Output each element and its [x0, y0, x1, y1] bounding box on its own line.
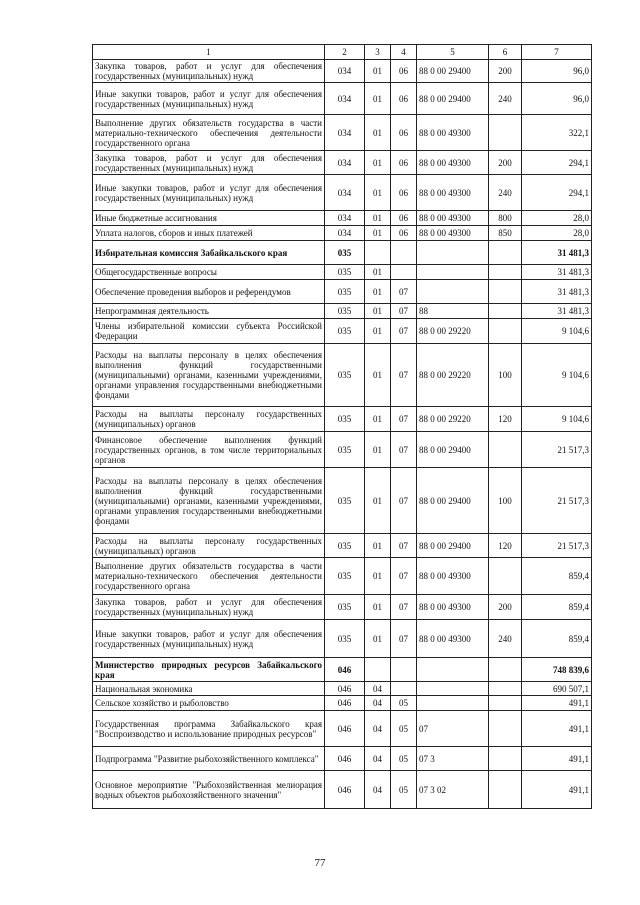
row-target-article	[417, 265, 489, 280]
row-expense-type: 800	[489, 211, 522, 226]
row-amount: 31 481,3	[522, 280, 592, 304]
row-section: 01	[365, 595, 391, 620]
row-target-article: 88	[417, 304, 489, 319]
row-expense-type	[489, 711, 522, 747]
table-row	[93, 468, 592, 534]
row-code: 035	[325, 407, 365, 432]
table-row	[93, 60, 592, 83]
row-section: 01	[365, 620, 391, 658]
row-expense-type: 120	[489, 407, 522, 432]
row-section: 04	[365, 696, 391, 711]
header-cell-1: 1	[93, 45, 325, 60]
row-section: 01	[365, 468, 391, 534]
row-target-article: 07	[417, 711, 489, 747]
row-code: 035	[325, 620, 365, 658]
row-target-article: 88 0 00 49300	[417, 115, 489, 151]
header-cell-2: 2	[325, 45, 365, 60]
row-amount: 21 517,3	[522, 468, 592, 534]
header-row	[93, 45, 592, 60]
row-section: 01	[365, 344, 391, 407]
row-section	[365, 658, 391, 682]
row-code: 046	[325, 711, 365, 747]
table-row	[93, 151, 592, 175]
row-name: Расходы на выплаты персоналу государственных (муниципальных) органов	[93, 407, 325, 432]
row-subsection	[391, 241, 417, 265]
row-name: Государственная программа Забайкальского края "Воспроизводство и использование природных ресурсов"	[93, 711, 325, 747]
row-amount: 859,4	[522, 595, 592, 620]
table-row	[93, 280, 592, 304]
row-subsection: 07	[391, 595, 417, 620]
row-target-article: 88 0 00 49300	[417, 226, 489, 241]
row-subsection	[391, 682, 417, 696]
row-code: 034	[325, 175, 365, 211]
row-code: 046	[325, 747, 365, 771]
row-code: 034	[325, 60, 365, 83]
row-amount: 9 104,6	[522, 407, 592, 432]
row-amount: 322,1	[522, 115, 592, 151]
row-subsection	[391, 658, 417, 682]
row-code: 035	[325, 432, 365, 468]
row-expense-type	[489, 241, 522, 265]
row-subsection: 07	[391, 534, 417, 558]
table-row	[93, 558, 592, 595]
row-amount: 21 517,3	[522, 534, 592, 558]
row-expense-type	[489, 771, 522, 809]
row-section: 04	[365, 711, 391, 747]
row-target-article: 88 0 00 29400	[417, 468, 489, 534]
row-subsection: 07	[391, 407, 417, 432]
row-amount: 294,1	[522, 151, 592, 175]
row-section: 01	[365, 60, 391, 83]
row-target-article: 88 0 00 29400	[417, 83, 489, 115]
row-code: 035	[325, 595, 365, 620]
table-row	[93, 658, 592, 682]
row-target-article	[417, 241, 489, 265]
row-amount: 28,0	[522, 211, 592, 226]
row-expense-type: 120	[489, 534, 522, 558]
budget-table	[92, 44, 592, 809]
row-subsection: 07	[391, 280, 417, 304]
row-code: 035	[325, 534, 365, 558]
row-section: 04	[365, 682, 391, 696]
row-expense-type	[489, 696, 522, 711]
table-row	[93, 211, 592, 226]
row-amount: 9 104,6	[522, 344, 592, 407]
row-code: 034	[325, 83, 365, 115]
row-expense-type: 100	[489, 344, 522, 407]
row-target-article: 88 0 00 29400	[417, 432, 489, 468]
row-name: Иные закупки товаров, работ и услуг для обеспечения государственных (муниципальных) нужд	[93, 83, 325, 115]
row-name: Выполнение других обязательств государства в части материально-технического обеспечения деятельности государственного органа	[93, 558, 325, 595]
row-section: 04	[365, 771, 391, 809]
row-section	[365, 241, 391, 265]
header-cell-6: 6	[489, 45, 522, 60]
row-amount: 491,1	[522, 747, 592, 771]
row-expense-type	[489, 115, 522, 151]
row-target-article	[417, 280, 489, 304]
row-amount: 491,1	[522, 771, 592, 809]
row-subsection: 06	[391, 211, 417, 226]
table-row	[93, 175, 592, 211]
row-name: Выполнение других обязательств государства в части материально-технического обеспечения деятельности государственного органа	[93, 115, 325, 151]
table-row	[93, 534, 592, 558]
row-amount: 96,0	[522, 60, 592, 83]
row-name: Основное мероприятие "Рыбохозяйственная мелиорация водных объектов рыбохозяйственного значения"	[93, 771, 325, 809]
row-target-article: 88 0 00 29220	[417, 344, 489, 407]
row-subsection: 07	[391, 558, 417, 595]
row-section: 01	[365, 83, 391, 115]
row-subsection: 06	[391, 175, 417, 211]
table-row	[93, 265, 592, 280]
row-code: 035	[325, 319, 365, 344]
row-name: Подпрограмма "Развитие рыбохозяйственного комплекса"	[93, 747, 325, 771]
row-expense-type: 200	[489, 60, 522, 83]
row-subsection: 06	[391, 151, 417, 175]
row-name: Сельское хозяйство и рыболовство	[93, 696, 325, 711]
header-cell-4: 4	[391, 45, 417, 60]
row-code: 035	[325, 558, 365, 595]
row-name: Непрограммная деятельность	[93, 304, 325, 319]
table-row	[93, 432, 592, 468]
row-subsection: 05	[391, 771, 417, 809]
row-amount: 96,0	[522, 83, 592, 115]
row-amount: 31 481,3	[522, 265, 592, 280]
row-section: 01	[365, 304, 391, 319]
row-name: Национальная экономика	[93, 682, 325, 696]
row-name: Закупка товаров, работ и услуг для обеспечения государственных (муниципальных) нужд	[93, 151, 325, 175]
row-target-article: 88 0 00 49300	[417, 595, 489, 620]
table-row	[93, 115, 592, 151]
row-target-article: 88 0 00 49300	[417, 620, 489, 658]
row-section: 01	[365, 280, 391, 304]
row-code: 035	[325, 241, 365, 265]
table-row	[93, 407, 592, 432]
row-section: 01	[365, 558, 391, 595]
table-row	[93, 620, 592, 658]
row-section: 01	[365, 211, 391, 226]
row-expense-type: 240	[489, 620, 522, 658]
row-code: 046	[325, 682, 365, 696]
row-subsection: 07	[391, 344, 417, 407]
row-expense-type	[489, 658, 522, 682]
row-target-article: 88 0 00 29400	[417, 534, 489, 558]
table-row	[93, 226, 592, 241]
row-name: Иные закупки товаров, работ и услуг для обеспечения государственных (муниципальных) нужд	[93, 620, 325, 658]
row-subsection	[391, 265, 417, 280]
table-row	[93, 83, 592, 115]
row-code: 034	[325, 115, 365, 151]
row-expense-type	[489, 280, 522, 304]
row-target-article: 88 0 00 29220	[417, 407, 489, 432]
row-expense-type: 100	[489, 468, 522, 534]
table-row	[93, 319, 592, 344]
row-amount: 21 517,3	[522, 432, 592, 468]
row-subsection: 07	[391, 319, 417, 344]
row-name: Расходы на выплаты персоналу государственных (муниципальных) органов	[93, 534, 325, 558]
row-amount: 859,4	[522, 620, 592, 658]
row-name: Обеспечение проведения выборов и референдумов	[93, 280, 325, 304]
row-section: 01	[365, 265, 391, 280]
table-row	[93, 711, 592, 747]
table-row	[93, 747, 592, 771]
table-row	[93, 304, 592, 319]
row-section: 01	[365, 226, 391, 241]
row-code: 035	[325, 304, 365, 319]
row-subsection: 06	[391, 226, 417, 241]
row-target-article: 88 0 00 49300	[417, 211, 489, 226]
row-section: 01	[365, 407, 391, 432]
row-name: Министерство природных ресурсов Забайкальского края	[93, 658, 325, 682]
row-expense-type: 850	[489, 226, 522, 241]
row-target-article: 88 0 00 29400	[417, 60, 489, 83]
row-code: 034	[325, 211, 365, 226]
row-subsection: 05	[391, 747, 417, 771]
row-subsection: 07	[391, 304, 417, 319]
row-expense-type	[489, 265, 522, 280]
row-amount: 28,0	[522, 226, 592, 241]
row-name: Иные закупки товаров, работ и услуг для обеспечения государственных (муниципальных) нужд	[93, 175, 325, 211]
row-code: 035	[325, 280, 365, 304]
row-expense-type: 200	[489, 151, 522, 175]
row-subsection: 06	[391, 60, 417, 83]
row-name: Общегосударственные вопросы	[93, 265, 325, 280]
row-target-article: 88 0 00 49300	[417, 151, 489, 175]
table-row	[93, 682, 592, 696]
row-subsection: 07	[391, 432, 417, 468]
header-cell-3: 3	[365, 45, 391, 60]
row-expense-type	[489, 558, 522, 595]
row-amount: 294,1	[522, 175, 592, 211]
row-expense-type: 240	[489, 83, 522, 115]
table-row	[93, 344, 592, 407]
row-amount: 748 839,6	[522, 658, 592, 682]
row-target-article	[417, 658, 489, 682]
row-subsection: 05	[391, 711, 417, 747]
row-expense-type	[489, 304, 522, 319]
row-target-article: 88 0 00 29220	[417, 319, 489, 344]
row-section: 01	[365, 534, 391, 558]
page-number: 77	[314, 857, 326, 869]
row-code: 035	[325, 468, 365, 534]
row-name: Финансовое обеспечение выполнения функций государственных органов, в том числе территориальных органов	[93, 432, 325, 468]
row-expense-type	[489, 319, 522, 344]
row-name: Избирательная комиссия Забайкальского края	[93, 241, 325, 265]
row-amount: 31 481,3	[522, 241, 592, 265]
row-amount: 31 481,3	[522, 304, 592, 319]
row-section: 04	[365, 747, 391, 771]
row-subsection: 05	[391, 696, 417, 711]
row-target-article: 07 3	[417, 747, 489, 771]
table-row	[93, 696, 592, 711]
row-section: 01	[365, 432, 391, 468]
row-subsection: 06	[391, 83, 417, 115]
row-amount: 690 507,1	[522, 682, 592, 696]
row-name: Расходы на выплаты персоналу в целях обеспечения выполнения функций государственными (муниципальными) органами, казенными учреждениями, органами управления государственными внебюджетными фондами	[93, 468, 325, 534]
row-name: Расходы на выплаты персоналу в целях обеспечения выполнения функций государственными (муниципальными) органами, казенными учреждениями, органами управления государственными внебюджетными фондами	[93, 344, 325, 407]
row-expense-type: 240	[489, 175, 522, 211]
row-code: 046	[325, 696, 365, 711]
table-row	[93, 595, 592, 620]
table-body	[93, 45, 592, 809]
row-code: 034	[325, 226, 365, 241]
row-subsection: 06	[391, 115, 417, 151]
header-cell-7: 7	[522, 45, 592, 60]
row-subsection: 07	[391, 468, 417, 534]
row-target-article: 88 0 00 49300	[417, 175, 489, 211]
row-amount: 9 104,6	[522, 319, 592, 344]
row-target-article: 07 3 02	[417, 771, 489, 809]
row-name: Уплата налогов, сборов и иных платежей	[93, 226, 325, 241]
row-name: Закупка товаров, работ и услуг для обеспечения государственных (муниципальных) нужд	[93, 595, 325, 620]
row-section: 01	[365, 175, 391, 211]
table-row	[93, 241, 592, 265]
row-code: 034	[325, 151, 365, 175]
header-cell-5: 5	[417, 45, 489, 60]
row-expense-type	[489, 747, 522, 771]
table-row	[93, 771, 592, 809]
row-expense-type	[489, 432, 522, 468]
row-name: Члены избирательной комиссии субъекта Российской Федерации	[93, 319, 325, 344]
row-code: 046	[325, 658, 365, 682]
row-subsection: 07	[391, 620, 417, 658]
row-code: 046	[325, 771, 365, 809]
row-target-article	[417, 682, 489, 696]
row-expense-type: 200	[489, 595, 522, 620]
row-section: 01	[365, 319, 391, 344]
row-code: 035	[325, 265, 365, 280]
row-name: Иные бюджетные ассигнования	[93, 211, 325, 226]
row-target-article	[417, 696, 489, 711]
row-expense-type	[489, 682, 522, 696]
row-target-article: 88 0 00 49300	[417, 558, 489, 595]
row-amount: 491,1	[522, 696, 592, 711]
row-amount: 859,4	[522, 558, 592, 595]
row-section: 01	[365, 115, 391, 151]
row-amount: 491,1	[522, 711, 592, 747]
row-name: Закупка товаров, работ и услуг для обеспечения государственных (муниципальных) нужд	[93, 60, 325, 83]
row-code: 035	[325, 344, 365, 407]
row-section: 01	[365, 151, 391, 175]
